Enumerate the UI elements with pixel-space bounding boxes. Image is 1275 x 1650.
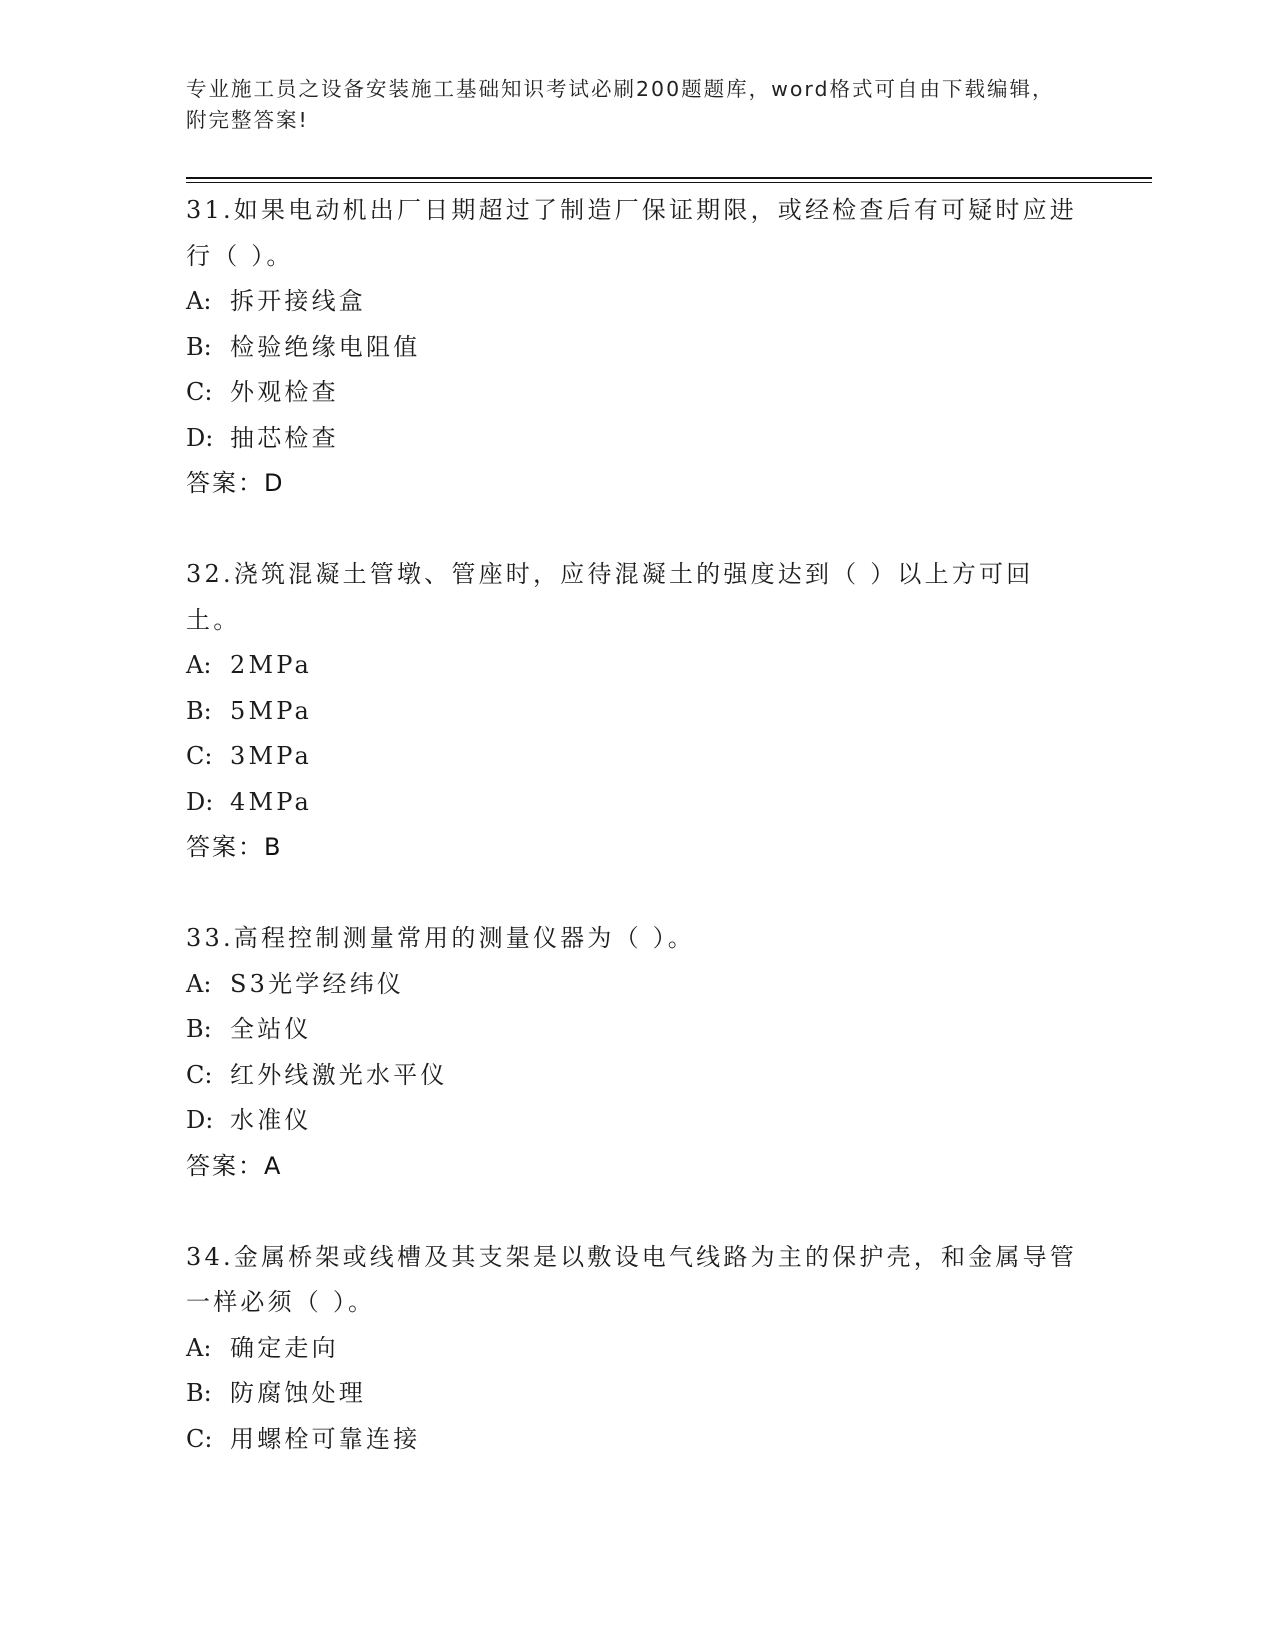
option-letter: B:	[186, 1015, 212, 1043]
option-letter: D:	[186, 1106, 214, 1134]
question-spacer	[186, 1189, 1086, 1235]
option-text: 用螺栓可靠连接	[230, 1424, 421, 1453]
question-number: 32.	[186, 560, 234, 588]
option-letter: A:	[186, 287, 212, 315]
question-number: 31.	[186, 196, 234, 224]
option-letter: B:	[186, 332, 212, 361]
option-a	[186, 1326, 1086, 1372]
question-text: 金属桥架或线槽及其支架是以敷设电气线路为主的保护壳，和金属导管一样必须（ ）。	[186, 1242, 1077, 1316]
option-text: 3MPa	[230, 742, 313, 770]
option-letter: B:	[186, 696, 212, 725]
option-text: 防腐蚀处理	[230, 1379, 366, 1407]
option-text: 检验绝缘电阻值	[230, 332, 421, 361]
option-text: 外观检查	[230, 378, 339, 406]
answer-line: 答案：A	[186, 1151, 283, 1180]
option-b	[186, 325, 1086, 371]
option-b	[186, 1007, 1086, 1053]
question-text: 浇筑混凝土管墩、管座时，应待混凝土的强度达到（ ）以上方可回土。	[186, 560, 1034, 634]
question-32	[186, 552, 1086, 871]
option-a	[186, 643, 1086, 689]
question-number: 34.	[186, 1242, 234, 1271]
option-text: 拆开接线盒	[230, 287, 366, 315]
option-d	[186, 1098, 1086, 1144]
option-letter: C:	[186, 742, 213, 770]
question-34	[186, 1235, 1086, 1463]
option-a	[186, 279, 1086, 325]
question-number: 33.	[186, 924, 234, 952]
option-letter: D:	[186, 787, 214, 816]
option-text: 2MPa	[230, 651, 313, 679]
option-c	[186, 1053, 1086, 1099]
option-letter: A:	[186, 651, 212, 679]
option-letter: A:	[186, 969, 212, 998]
option-text: 5MPa	[230, 696, 313, 725]
answer-line: 答案：D	[186, 469, 285, 497]
option-text: 确定走向	[230, 1333, 339, 1362]
option-letter: C:	[186, 378, 213, 406]
option-letter: A:	[186, 1333, 212, 1362]
option-text: 水准仪	[230, 1106, 312, 1134]
question-31	[186, 188, 1086, 507]
option-letter: D:	[186, 423, 214, 452]
option-a	[186, 962, 1086, 1008]
option-text: 抽芯检查	[230, 423, 339, 452]
option-d	[186, 416, 1086, 462]
header-text: 专业施工员之设备安装施工基础知识考试必刷200题题库，word格式可自由下载编辑，附完整答案!	[186, 77, 1055, 132]
option-c	[186, 1417, 1086, 1463]
option-text: 4MPa	[230, 787, 313, 816]
option-c	[186, 734, 1086, 780]
option-b	[186, 1371, 1086, 1417]
option-letter: C:	[186, 1060, 213, 1089]
option-letter: B:	[186, 1379, 212, 1407]
option-text: S3光学经纬仪	[230, 969, 405, 998]
header-divider-thin	[186, 182, 1152, 183]
question-stem	[186, 1235, 1086, 1326]
question-33	[186, 916, 1086, 1189]
option-text: 红外线激光水平仪	[230, 1060, 448, 1089]
option-letter: C:	[186, 1424, 213, 1453]
question-stem	[186, 552, 1086, 643]
option-text: 全站仪	[230, 1015, 312, 1043]
question-list	[186, 188, 1086, 1462]
question-stem	[186, 188, 1086, 279]
option-d	[186, 780, 1086, 826]
answer-line: 答案：B	[186, 833, 283, 861]
document-header	[186, 74, 1066, 136]
option-b	[186, 689, 1086, 735]
question-spacer	[186, 507, 1086, 553]
question-stem	[186, 916, 1086, 962]
question-text: 如果电动机出厂日期超过了制造厂保证期限，或经检查后有可疑时应进行（ ）。	[186, 196, 1077, 270]
question-text: 高程控制测量常用的测量仪器为（ ）。	[233, 924, 696, 952]
option-c	[186, 370, 1086, 416]
question-spacer	[186, 871, 1086, 917]
header-divider-thick	[186, 177, 1152, 179]
